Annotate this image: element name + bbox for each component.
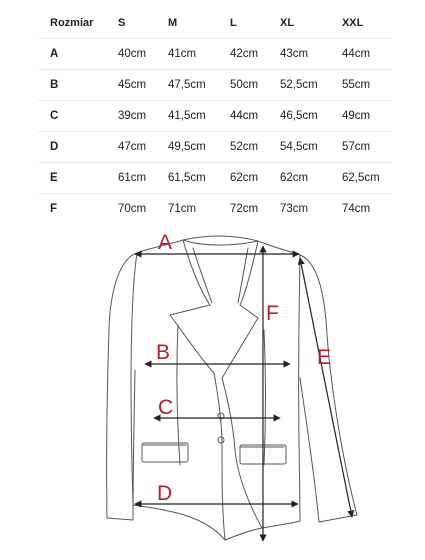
table-cell: 47,5cm [156,70,218,101]
table-header-row [38,8,392,39]
table-cell: 41,5cm [156,101,218,132]
table-row [38,70,392,101]
table-row [38,163,392,194]
size-table [38,8,392,224]
table-cell: 57cm [330,132,392,163]
table-cell: 71cm [168,203,197,215]
table-cell: 46,5cm [268,101,330,132]
table-cell: 44cm [330,39,392,70]
table-cell: 44cm [218,101,268,132]
table-cell: 49,5cm [156,132,218,163]
table-cell: 41cm [156,39,218,70]
row-label: D [38,132,106,163]
table-cell: 70cm [118,203,147,215]
header-s: S [106,8,156,39]
table-row [38,39,392,70]
table-cell: 55cm [330,70,392,101]
table-cell: 62cm [268,163,330,194]
row-label: C [38,101,106,132]
table-cell: 52,5cm [268,70,330,101]
table-cell: 73cm [280,203,309,215]
label-b: B [156,341,171,364]
table-cell: 54,5cm [268,132,330,163]
table-cell: 43cm [268,39,330,70]
table-cell: 62cm [218,163,268,194]
header-xl: XL [268,8,330,39]
header-l: L [218,8,268,39]
measure-e-line [300,258,352,517]
table-cell: 61cm [106,163,156,194]
label-f: F [266,302,279,325]
label-e: E [317,346,332,369]
table-cell: 50cm [218,70,268,101]
label-d: D [157,482,173,505]
header-size: Rozmiar [38,8,106,39]
jacket-outline [107,236,357,540]
table-cell: 61,5cm [156,163,218,194]
jacket-measurement-diagram [95,222,365,560]
table-cell: 74cm [341,203,371,215]
row-label: B [38,70,106,101]
row-label: F [50,203,58,215]
label-a: A [158,231,173,254]
table-cell: 62,5cm [330,163,392,194]
table-cell: 52cm [218,132,268,163]
table-cell: 72cm [229,203,259,215]
table-row [38,194,392,225]
table-cell: 42cm [218,39,268,70]
table-cell: 47cm [106,132,156,163]
table-row [38,132,392,163]
header-xxl: XXL [330,8,392,39]
row-label: E [38,163,106,194]
label-c: C [158,396,174,419]
row-label: A [38,39,106,70]
table-cell: 49cm [330,101,392,132]
header-m: M [156,8,218,39]
table-row [38,101,392,132]
table-cell: 39cm [106,101,156,132]
table-cell: 45cm [106,70,156,101]
table-cell: 40cm [106,39,156,70]
